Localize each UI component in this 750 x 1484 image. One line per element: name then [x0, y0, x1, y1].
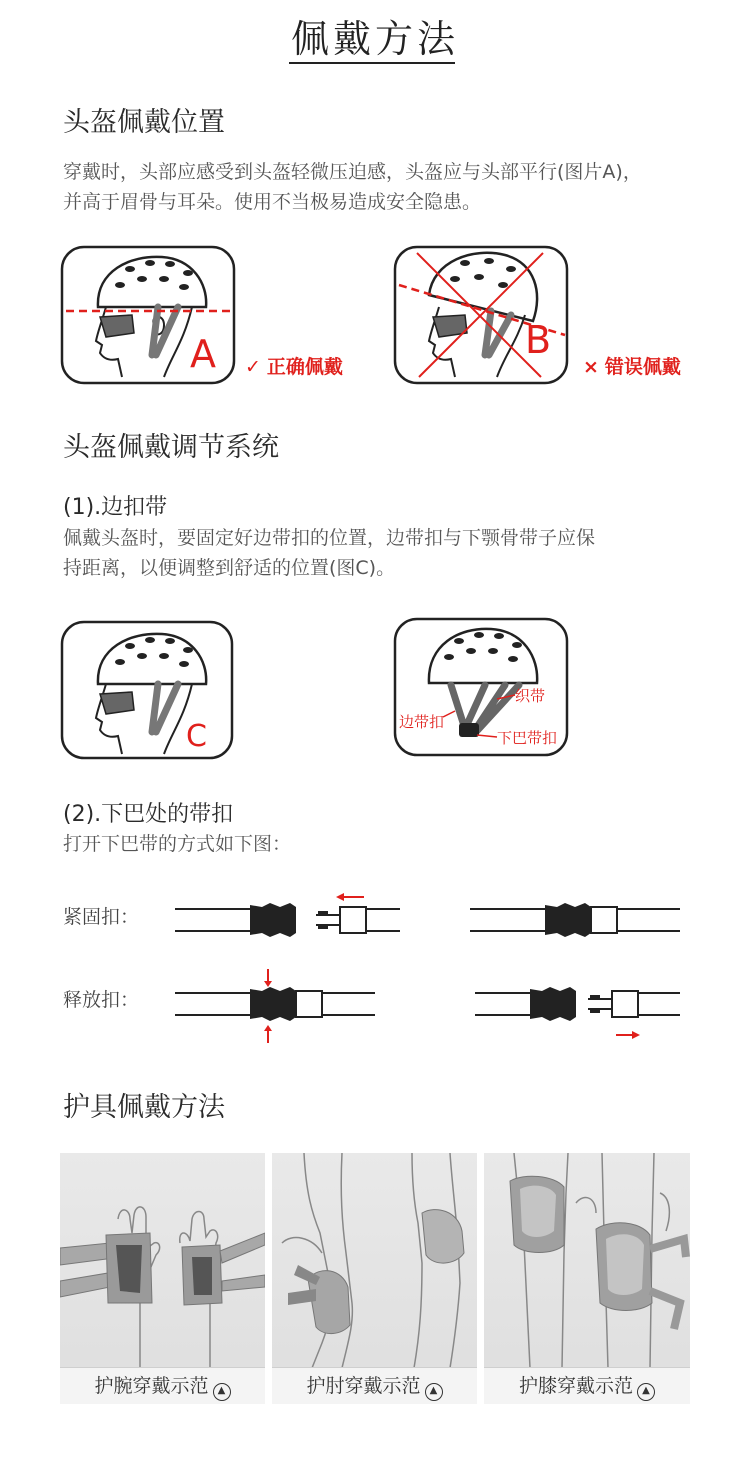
side-strap-heading: (1).边扣带 — [63, 495, 168, 520]
check-icon: ✓ — [245, 356, 261, 378]
helmet-figure-b — [393, 245, 569, 385]
section-heading-pads: 护具佩戴方法 — [63, 1092, 225, 1123]
title-underline — [289, 62, 455, 64]
wrist-caption: 护腕穿戴示范 — [94, 1375, 209, 1397]
section-heading-position: 头盔佩戴位置 — [63, 107, 225, 138]
strap-parts-figure — [393, 617, 569, 757]
wrist-caption-bar[interactable] — [60, 1367, 265, 1404]
expand-icon: ▲ — [425, 1383, 443, 1401]
release-buckle-press — [170, 965, 385, 1045]
elbow-caption: 护肘穿戴示范 — [306, 1375, 421, 1397]
chin-buckle-heading: (2).下巴处的带扣 — [63, 802, 234, 827]
label-side-buckle: 边带扣 — [399, 713, 445, 731]
wrong-caption — [583, 352, 681, 379]
label-webbing: 织带 — [515, 687, 546, 705]
page-title: 佩戴方法 — [290, 17, 459, 61]
elbow-pad-right — [422, 1210, 464, 1263]
chin-buckle-intro: 打开下巴带的方式如下图： — [63, 833, 292, 855]
knee-pad-photo — [484, 1153, 690, 1404]
knee-pad-illustration — [484, 1153, 690, 1368]
chin-buckle — [459, 723, 479, 737]
position-paragraph — [63, 157, 743, 217]
side-strap-paragraph — [63, 523, 743, 583]
elbow-pad-illustration — [272, 1153, 477, 1368]
fasten-buckle-closed — [465, 885, 685, 955]
cross-icon: × — [583, 356, 599, 378]
side-strap-line-1: 佩戴头盔时，要固定好边带扣的位置，边带扣与下颚骨带子应保 — [63, 527, 596, 549]
release-buckle-open — [470, 965, 685, 1045]
knee-caption: 护膝穿戴示范 — [518, 1375, 633, 1397]
expand-icon: ▲ — [213, 1383, 231, 1401]
wrist-guard-photo — [60, 1153, 265, 1404]
wrist-guard-illustration — [60, 1153, 265, 1368]
knee-caption-bar[interactable] — [484, 1367, 690, 1404]
goggles — [100, 315, 134, 337]
elbow-pad-photo — [272, 1153, 477, 1404]
fasten-buckle-open — [170, 885, 405, 955]
release-label: 释放扣： — [63, 989, 140, 1011]
expand-icon: ▲ — [637, 1383, 655, 1401]
side-strap-line-2: 持距离，以便调整到舒适的位置(图C)。 — [63, 557, 396, 579]
helmet-figure-c — [60, 620, 234, 760]
wrong-label: 错误佩戴 — [604, 356, 681, 378]
helmet-figure-a — [60, 245, 236, 385]
section-heading-adjust: 头盔佩戴调节系统 — [63, 432, 279, 463]
fasten-label: 紧固扣： — [63, 906, 140, 928]
correct-caption — [245, 352, 343, 379]
position-line-1: 穿戴时，头部应感受到头盔轻微压迫感，头盔应与头部平行(图片A)， — [63, 161, 642, 183]
figure-b-letter: B — [525, 318, 552, 362]
correct-label: 正确佩戴 — [266, 356, 343, 378]
figure-a-letter: A — [190, 332, 216, 376]
elbow-caption-bar[interactable] — [272, 1367, 477, 1404]
label-chin-buckle: 下巴带扣 — [497, 729, 558, 747]
figure-c-letter: C — [186, 719, 207, 754]
position-line-2: 并高于眉骨与耳朵。使用不当极易造成安全隐患。 — [63, 191, 482, 213]
